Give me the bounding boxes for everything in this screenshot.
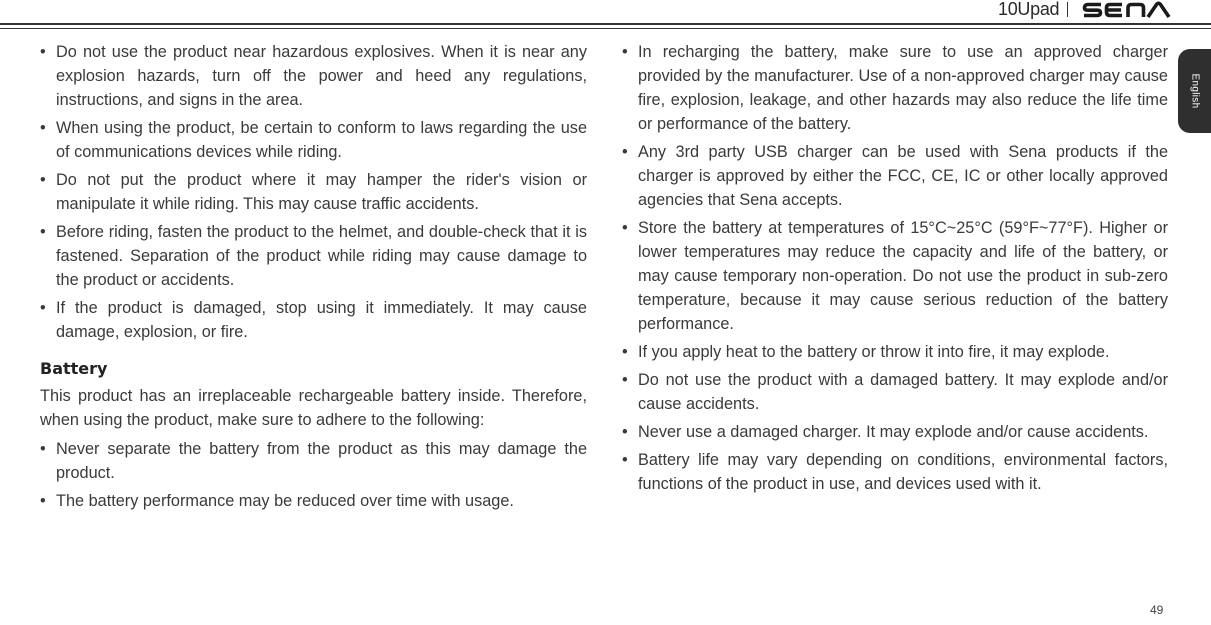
list-item: • Do not put the product where it may hamper the rider's vision or manipulate it while riding. This may cause traffic accidents. <box>40 168 587 216</box>
language-tab <box>1178 49 1211 133</box>
list-item: • Do not use the product with a damaged battery. It may explode and/or cause accidents. <box>622 368 1168 416</box>
header-separator <box>1067 2 1068 17</box>
list-item: • If the product is damaged, stop using it immediately. It may cause damage, explosion, or fire. <box>40 296 587 344</box>
sena-logo <box>1082 0 1174 20</box>
list-item: • When using the product, be certain to conform to laws regarding the use of communications devices while riding. <box>40 116 587 164</box>
left-column <box>40 40 587 517</box>
language-tab-label: English <box>1189 73 1200 109</box>
list-item: • Never separate the battery from the product as this may damage the product. <box>40 437 587 485</box>
list-item: • In recharging the battery, make sure to use an approved charger provided by the manufacturer. Use of a non-approved charger may cause fire, explosion, leakage, and other hazards may also reduce the life time or performance of the battery. <box>622 40 1168 136</box>
list-item: • Battery life may vary depending on conditions, environmental factors, functions of the product in use, and devices used with it. <box>622 448 1168 496</box>
battery-bullet-list <box>40 437 587 513</box>
list-item: • Any 3rd party USB charger can be used with Sena products if the charger is approved by either the FCC, CE, IC or other locally approved agencies that Sena accepts. <box>622 140 1168 212</box>
battery-section-title: Battery <box>40 359 108 378</box>
header-rule-thick <box>0 23 1211 25</box>
battery-bullet-list-continued <box>622 40 1168 496</box>
header-rule-thin <box>0 28 1211 29</box>
right-column <box>622 40 1168 500</box>
page-number: 49 <box>1150 603 1164 617</box>
list-item: • Do not use the product near hazardous explosives. When it is near any explosion hazards, turn off the power and heed any regulations, instructions, and signs in the area. <box>40 40 587 112</box>
safety-bullet-list <box>40 40 587 344</box>
list-item: • Never use a damaged charger. It may explode and/or cause accidents. <box>622 420 1168 444</box>
list-item: • The battery performance may be reduced over time with usage. <box>40 489 587 513</box>
battery-intro-paragraph: This product has an irreplaceable rechargeable battery inside. Therefore, when using the product, make sure to adhere to the following: <box>40 387 587 429</box>
list-item: • Store the battery at temperatures of 15°C~25°C (59°F~77°F). Higher or lower temperatures may reduce the capacity and life of the battery, or may cause temporary non-operation. Do not use the product in sub-zero temperature, because it may cause serious reduction of the battery performance. <box>622 216 1168 336</box>
list-item: • If you apply heat to the battery or throw it into fire, it may explode. <box>622 340 1168 364</box>
list-item: • Before riding, fasten the product to the helmet, and double-check that it is fastened. Separation of the product while riding may cause damage to the product or accidents. <box>40 220 587 292</box>
header-model-name: 10Upad <box>998 0 1060 19</box>
